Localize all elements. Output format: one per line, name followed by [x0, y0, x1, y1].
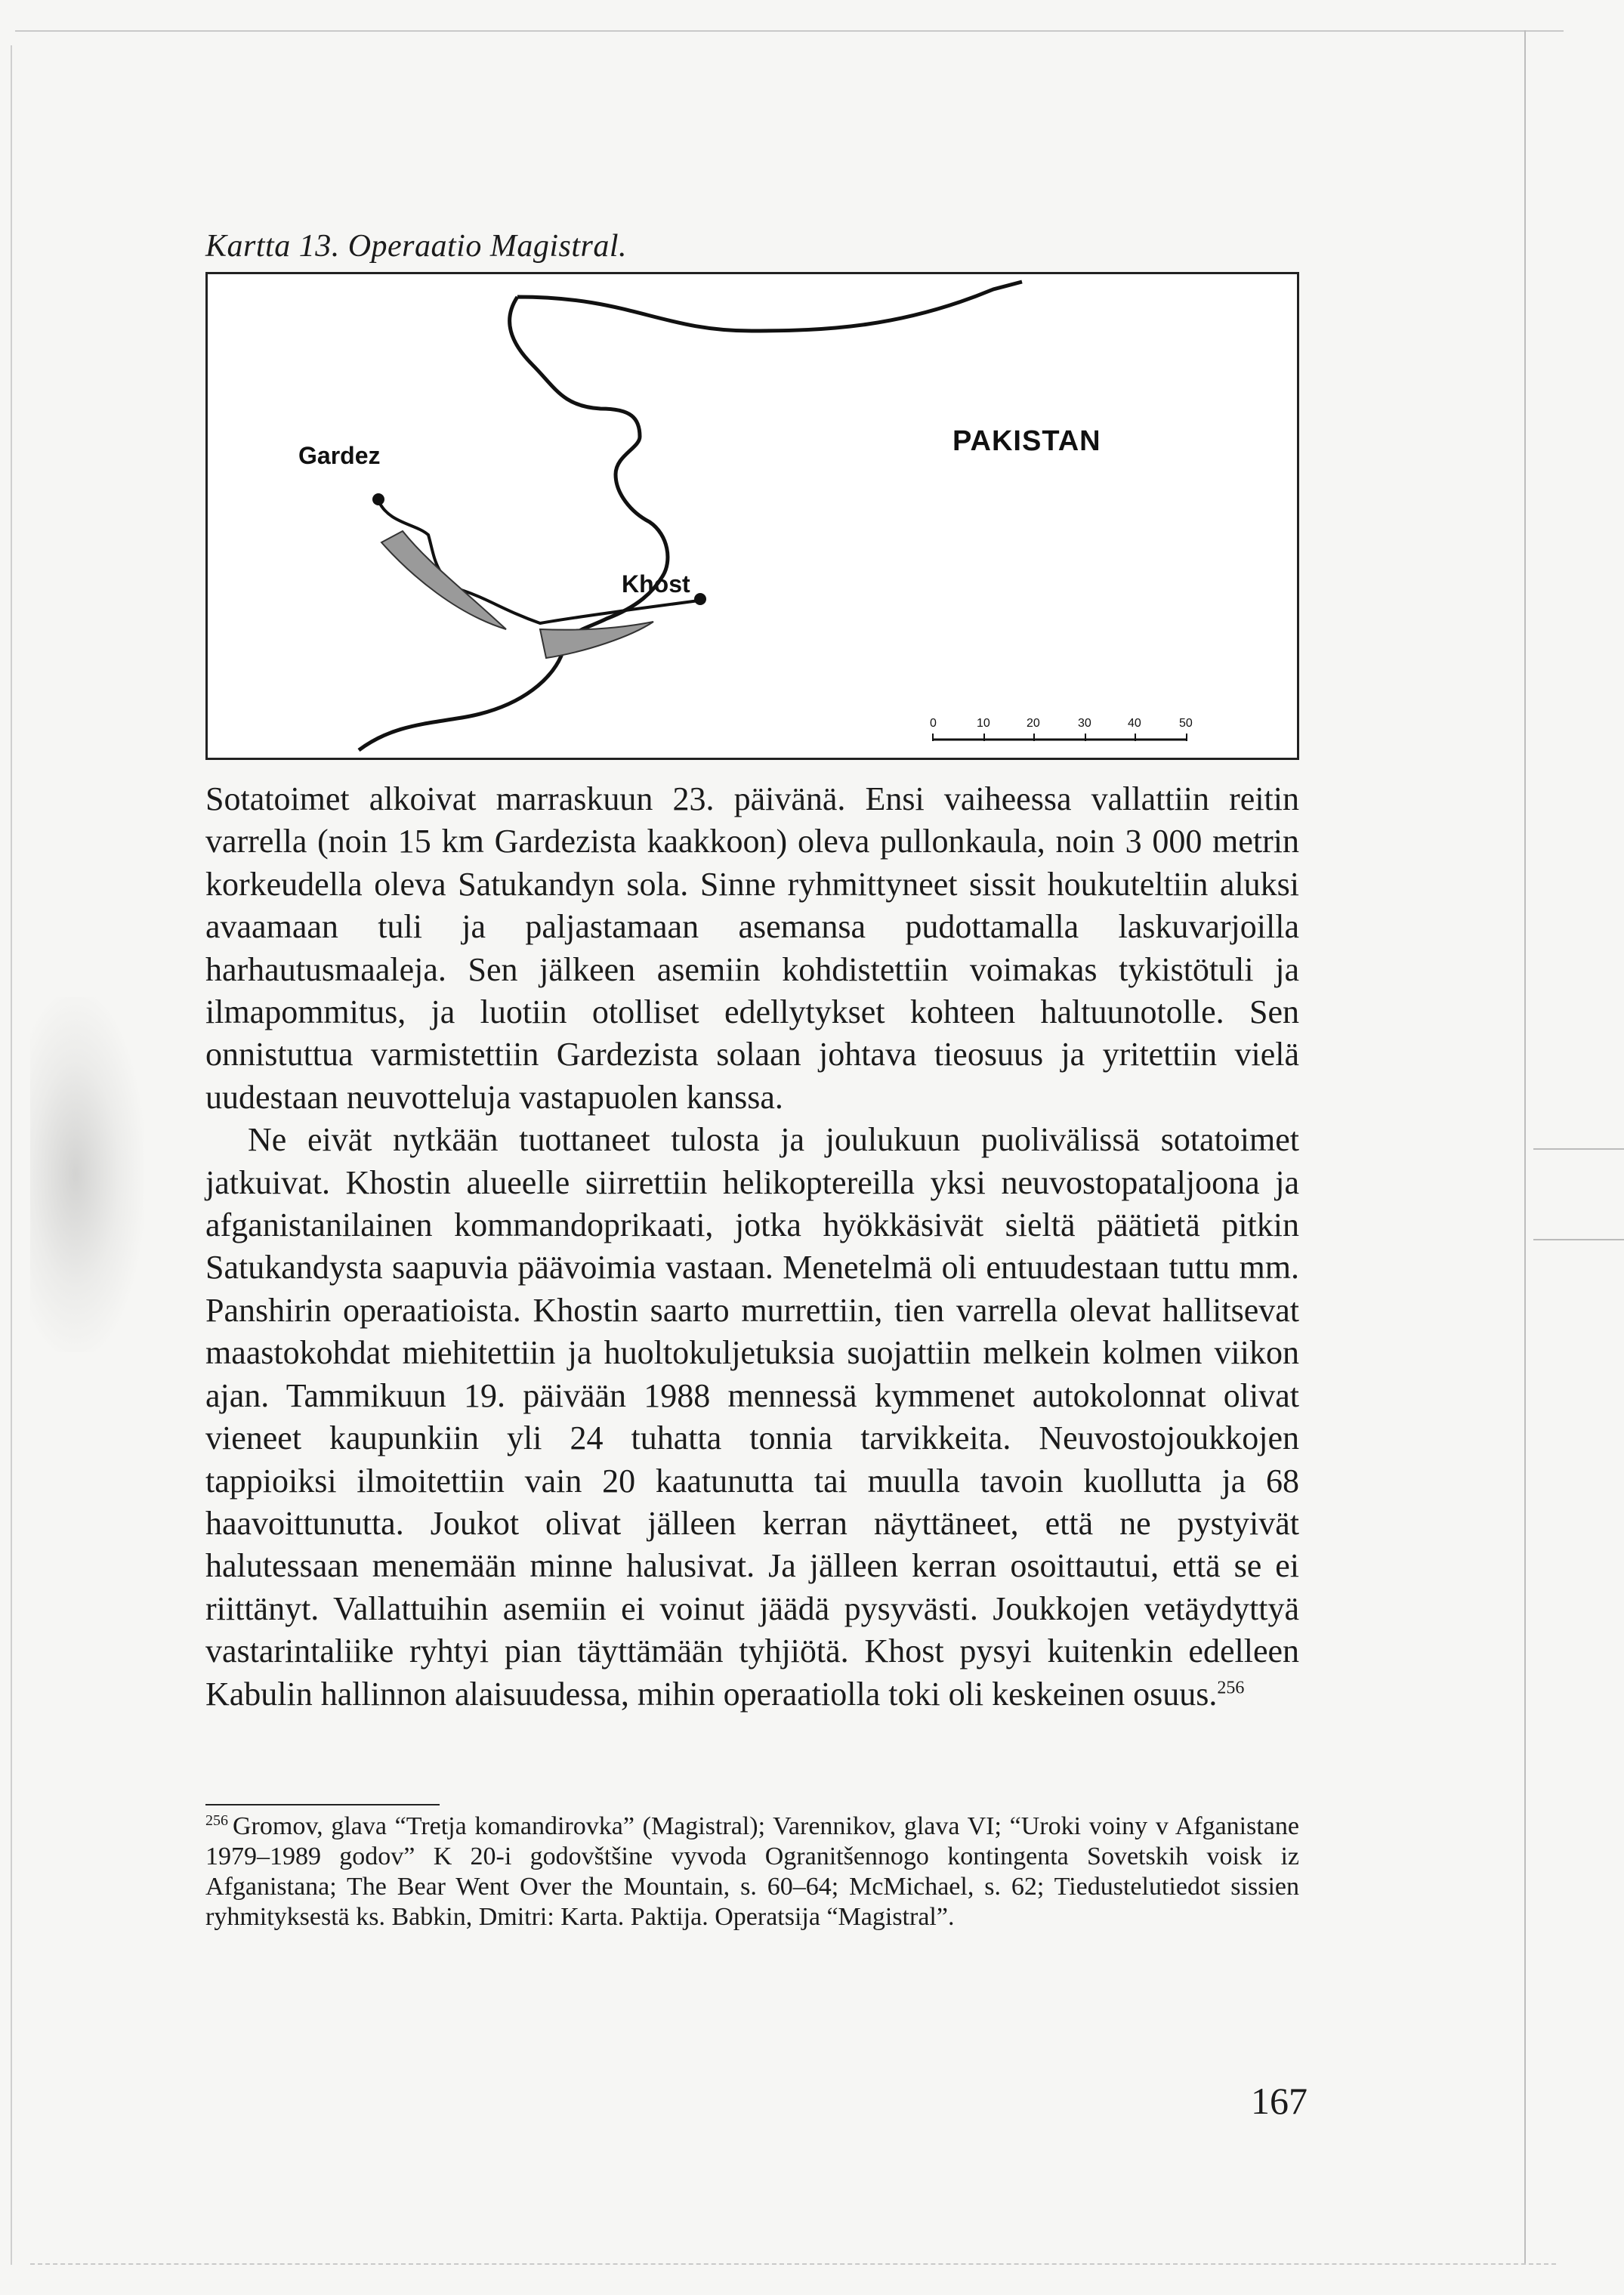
footnote-text: Gromov, glava “Tretja komandirovka” (Magistral); Varennikov, glava VI; “Uroki voiny v Afganistane 1979–1989 godov” K 20-i godovštšine vyvoda Ogranitšennogo kontingenta Sovetskih voisk iz Afganistana; The Bear Went Over the Mountain, s. 60–64; McMichael, s. 62; Tiedustelutiedot sissien ryhmityksestä ks. Babkin, Dmitri: Karta. Paktija. Operatsija “Magistral”. — [205, 1812, 1299, 1931]
khost-marker — [694, 593, 706, 605]
map-caption: Kartta 13. Operaatio Magistral. — [205, 229, 628, 264]
scale-label: 0 — [930, 717, 937, 730]
scan-edge-left — [11, 45, 12, 2265]
scale-label: 50 — [1179, 717, 1193, 730]
paragraph-text: Ne eivät nytkään tuottaneet tulosta ja joulukuun puolivälissä sotatoimet jatkuivat. Khostin alueelle siirrettiin helikoptereilla yksi neuvostopataljoona ja afganistanilainen kommandoprikaati, jotka hyökkäsivät sieltä päätietä pitkin Satukandysta saapuvia päävoimia vastaan. Menetelmä oli entuudestaan tuttu mm. Panshirin operaatioista. Khostin saarto murrettiin, tien varrella olevat hallitsevat maastokohdat miehitettiin ja huoltokuljetuksia suojattiin melkein kolmen viikon ajan. Tammikuun 19. päivään 1988 mennessä kymmenet autokolonnat olivat vieneet kaupunkiin yli 24 tuhatta tonnia tarvikkeita. Neuvostojoukkojen tappioiksi ilmoitettiin vain 20 kaatunutta tai muulla tavoin kuollutta ja 68 haavoittunutta. Joukot olivat jälleen kerran näyttäneet, että ne pystyivät halutessaan menemään minne halusivat. Ja jälleen kerran osoittautui, että se ei riittänyt. Vallattuihin asemiin ei voinut jäädä pysyvästi. Joukkojen vetäydyttyä vastarintaliike ryhtyi pian täyttämään tyhjiötä. Khost pysyi kuitenkin edelleen Kabulin hallinnon alaisuudessa, mihin operaatiolla toki oli keskeinen osuus. — [205, 1121, 1299, 1713]
label-pakistan: PAKISTAN — [952, 425, 1101, 457]
label-gardez: Gardez — [298, 442, 381, 469]
gardez-marker — [372, 493, 384, 505]
margin-tick — [1533, 1239, 1624, 1240]
footnote-reference: 256 — [1217, 1677, 1245, 1697]
body-text — [205, 778, 1299, 1716]
attack-arrow-1 — [381, 531, 506, 629]
scale-label: 40 — [1128, 717, 1141, 730]
attack-arrow-2 — [540, 622, 653, 658]
scan-smudge — [30, 997, 144, 1352]
margin-tick — [1533, 1148, 1624, 1150]
scale-label: 20 — [1027, 717, 1040, 730]
footnote — [205, 1812, 1299, 1932]
border-line — [359, 282, 1022, 750]
scan-edge-right — [1524, 30, 1526, 2265]
scan-edge-top — [15, 30, 1564, 32]
map-drawing — [208, 274, 1297, 758]
paragraph — [205, 1119, 1299, 1716]
footnote-number: 256 — [205, 1812, 228, 1829]
footnote-divider — [205, 1804, 440, 1805]
page-number: 167 — [1251, 2080, 1308, 2122]
label-khost: Khost — [622, 570, 690, 598]
scale-label: 30 — [1078, 717, 1091, 730]
scale-bar — [933, 734, 1187, 741]
operation-map — [205, 272, 1299, 760]
scale-label: 10 — [977, 717, 990, 730]
scan-edge-bottom — [30, 2263, 1556, 2265]
paragraph: Sotatoimet alkoivat marraskuun 23. päivänä. Ensi vaiheessa vallattiin reitin varrella (noin 15 km Gardezista kaakkoon) oleva pullonkaula, noin 3 000 metrin korkeudella oleva Satukandyn sola. Sinne ryhmittyneet sissit houkuteltiin aluksi avaamaan tuli ja paljastamaan asemansa pudottamalla laskuvarjoilla harhautusmaaleja. Sen jälkeen asemiin kohdistettiin voimakas tykistötuli ja ilmapommitus, ja luotiin otolliset edellytykset kohteen haltuunotolle. Sen onnistuttua varmistettiin Gardezista solaan johtava tieosuus ja yritettiin vielä uudestaan neuvotteluja vastapuolen kanssa. — [205, 780, 1299, 1116]
